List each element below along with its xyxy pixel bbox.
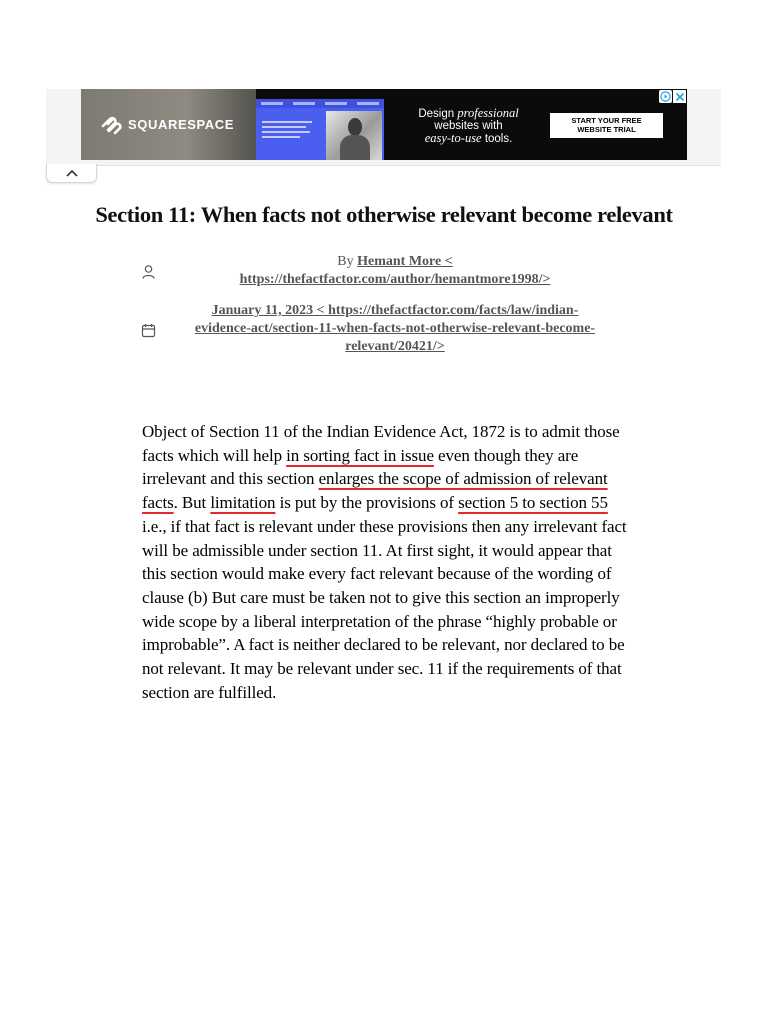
author-url-link[interactable]: https://thefactfactor.com/author/hemantmore1998/> — [239, 272, 551, 287]
chevron-up-icon — [65, 169, 79, 178]
ad-headline: Design professional websites with easy-to-use tools. — [418, 106, 519, 145]
squarespace-logo-icon — [99, 114, 123, 136]
annotation-enlarges-scope: enlarges the scope of admission of relevant facts — [142, 469, 608, 513]
date-link[interactable]: January 11, 2023 < https://thefactfactor.com/facts/law/indian- — [211, 303, 579, 318]
post-date — [160, 302, 630, 356]
ad-choices-icon[interactable] — [659, 90, 672, 103]
author-link[interactable]: Hemant More < — [357, 254, 453, 269]
ad-brand-panel — [81, 89, 256, 160]
squarespace-ad-banner[interactable] — [81, 89, 687, 160]
date-url-link-2[interactable]: evidence-act/section-11-when-facts-not-otherwise-relevant-become- — [194, 321, 596, 336]
close-icon[interactable] — [673, 90, 686, 103]
ad-brand-name: SQUARESPACE — [128, 117, 235, 132]
date-url-link-3[interactable]: relevant/20421/> — [345, 339, 445, 354]
collapse-ad-button[interactable] — [46, 164, 97, 183]
annotation-section-range: section 5 to section 55 — [458, 493, 608, 513]
calendar-icon — [141, 323, 156, 338]
ad-cta-button[interactable]: START YOUR FREE WEBSITE TRIAL — [550, 113, 663, 138]
annotation-limitation: limitation — [210, 493, 276, 513]
article-title: Section 11: When facts not otherwise relevant become relevant — [95, 202, 673, 227]
user-icon — [141, 264, 156, 280]
article-body-paragraph: Object of Section 11 of the Indian Evidence Act, 1872 is to admit those facts which will help in sorting fact in issue even though they are irrelevant and this section enlarges the scope of admission of relevant facts. But limitation is put by the provisions of section 5 to section 55 i.e., if that fact is relevant under these provisions then any irrelevant fact will be admissible under section 11. At first sight, it would appear that this section would make every fact relevant because of the wording of clause (b) But care must be taken not to give this section an improperly wide scope by a liberal interpretation of the phrase “highly probable or improbable”. A fact is neither declared to be relevant, nor declared to be not relevant. It may be relevant under sec. 11 if the requirements of that section are fulfilled. — [142, 422, 627, 702]
author-byline: By Hemant More < https://thefactfactor.com/author/hemantmore1998/> — [239, 254, 551, 287]
ad-website-mockup-image — [256, 99, 384, 160]
annotation-sorting-fact: in sorting fact in issue — [286, 445, 434, 465]
